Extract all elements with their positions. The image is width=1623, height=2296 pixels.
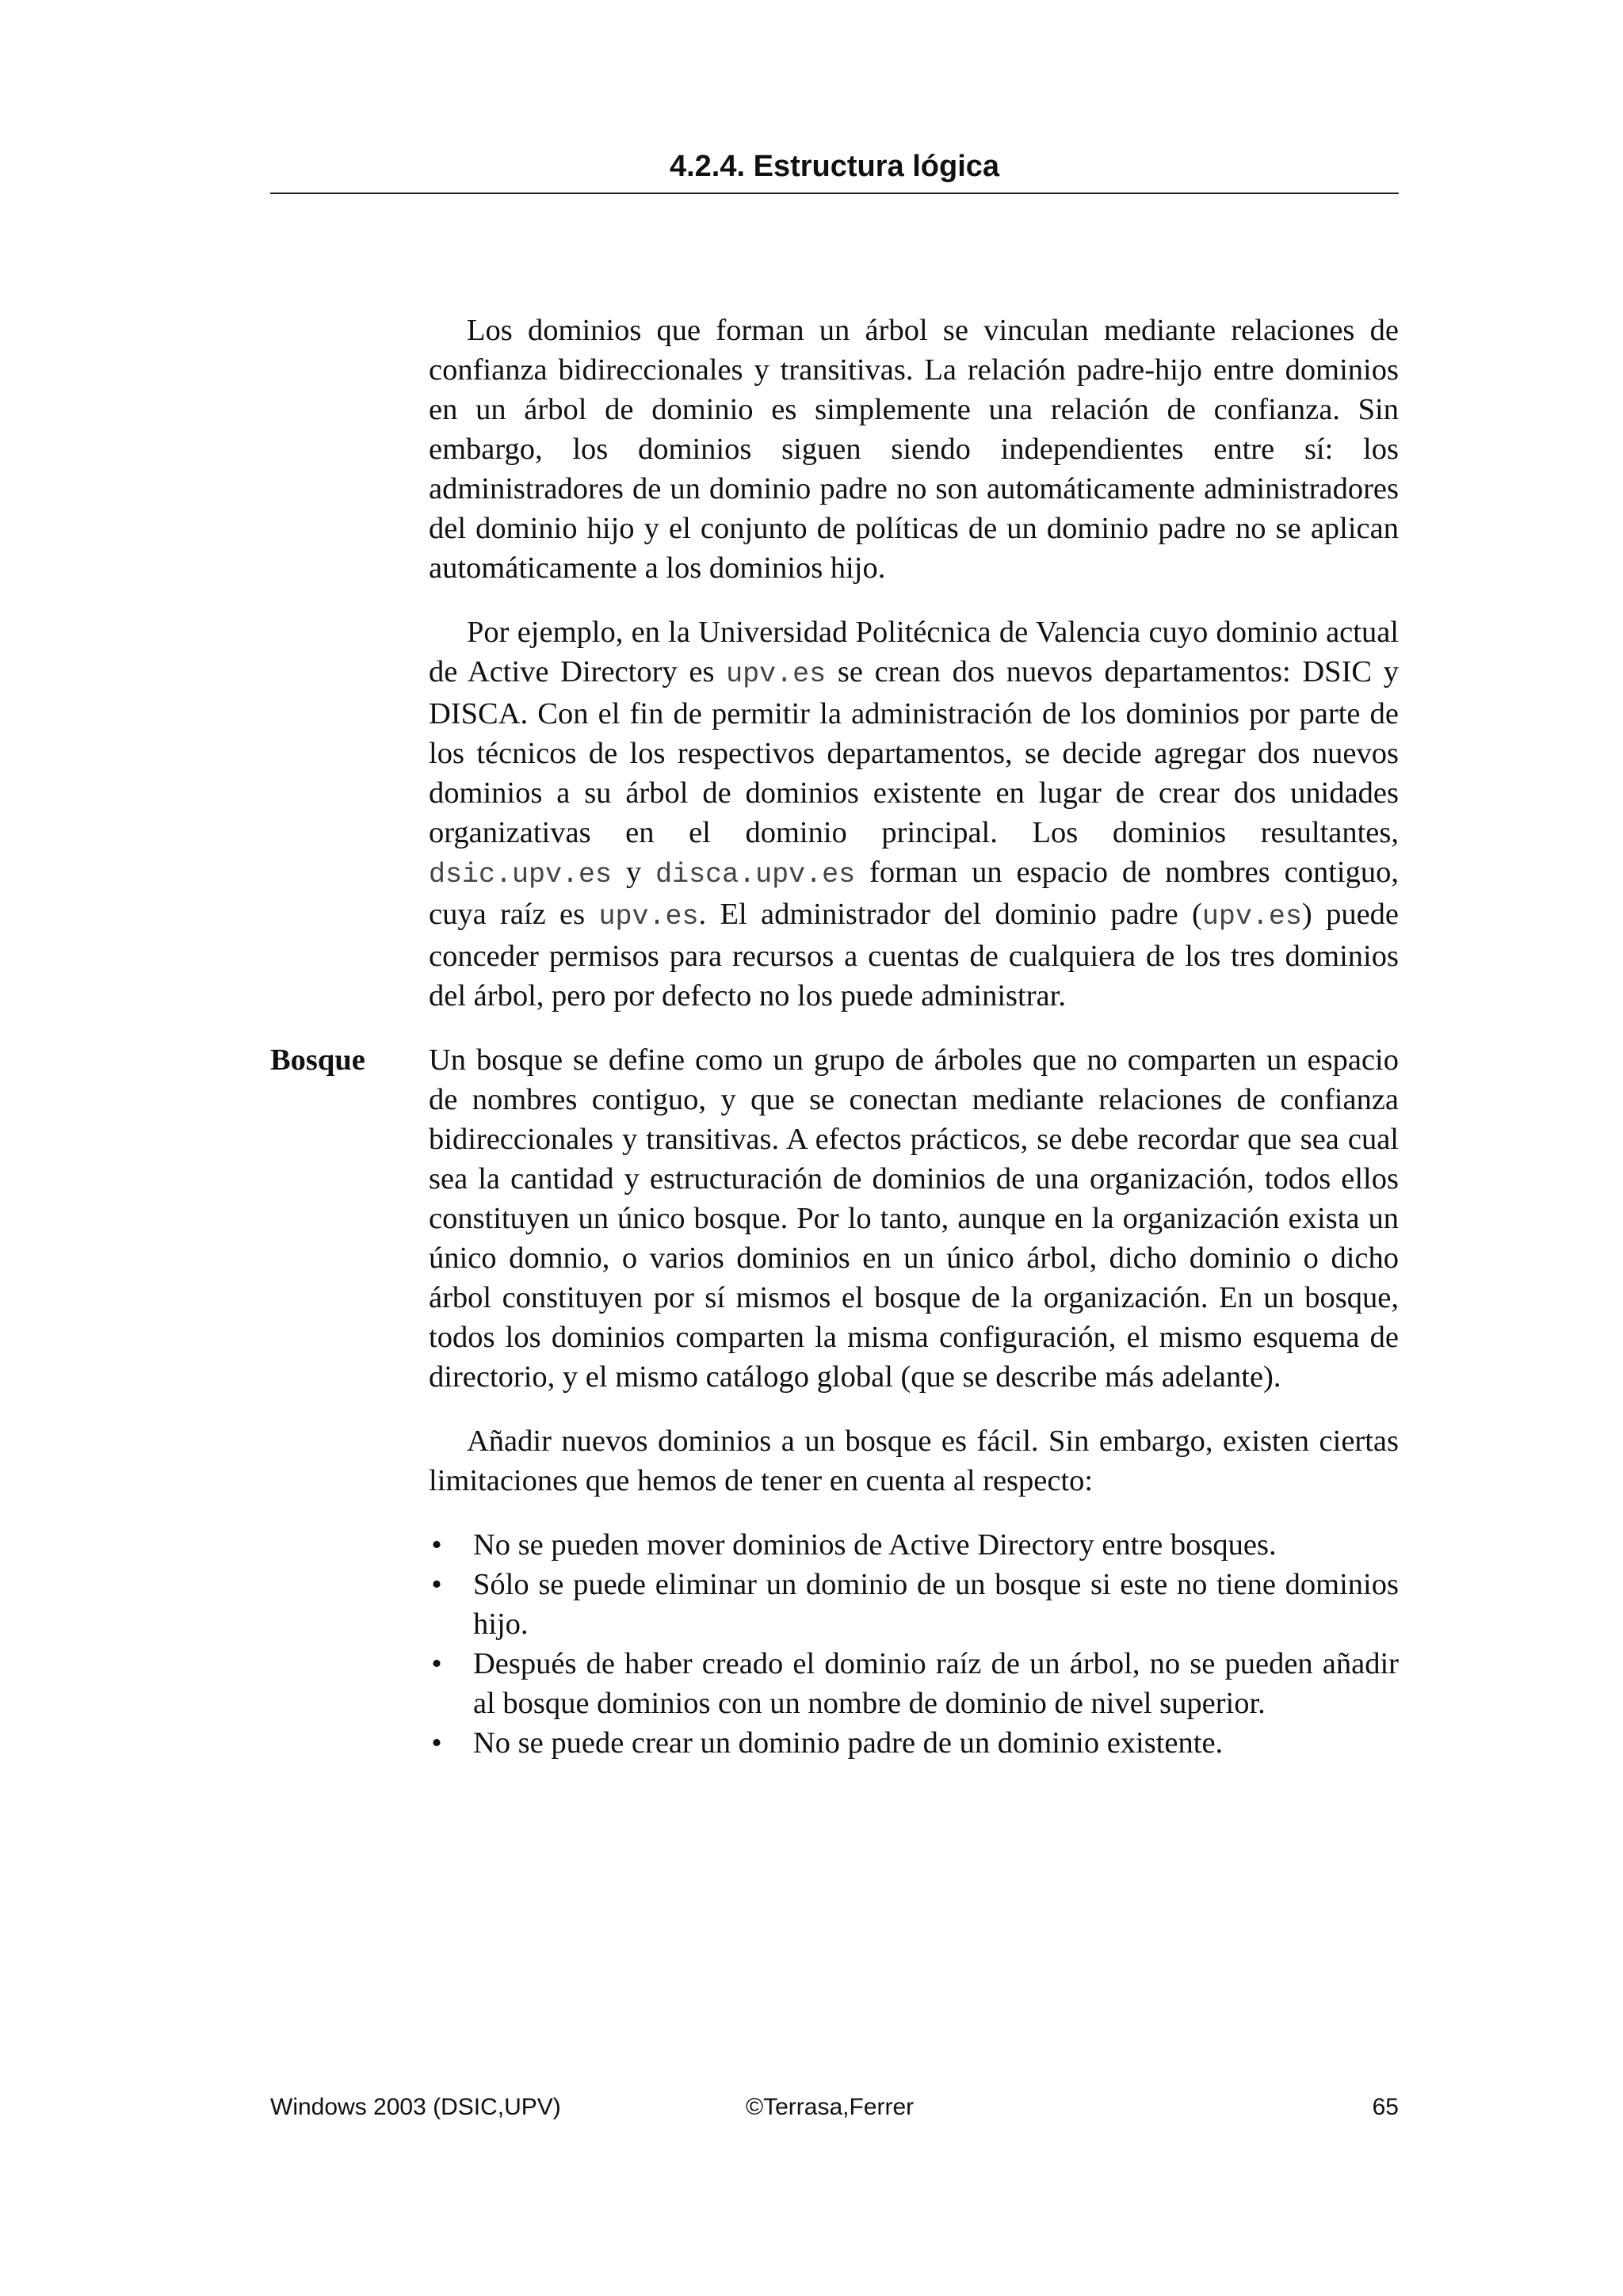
text-run: forman un espacio de nombres contiguo, cuya raíz es (429, 856, 1399, 931)
section-bosque (270, 1040, 1399, 1397)
list-item (429, 1644, 1399, 1723)
list-item (429, 1565, 1399, 1644)
list-item-text: No se pueden mover dominios de Active Directory entre bosques. (473, 1528, 1277, 1562)
bullet-icon: • (431, 1726, 442, 1760)
list-item-text: No se puede crear un dominio padre de un dominio existente. (473, 1726, 1224, 1760)
bullet-icon: • (431, 1568, 442, 1601)
footer-left-text: Windows 2003 (DSIC,UPV) (270, 2094, 561, 2120)
section-label-bosque: Bosque (270, 1043, 365, 1077)
bullet-icon: • (431, 1528, 442, 1562)
text-run: ) puede conceder permisos para recursos a cuentas de cualquiera de los tres dominios del árbol, pero por defecto no los puede administrar. (429, 898, 1399, 1013)
text-run: y (612, 856, 656, 889)
code-domain-upv-root: upv.es (598, 901, 699, 933)
page-number: 65 (1372, 2094, 1399, 2120)
code-domain-dsic: dsic.upv.es (429, 859, 613, 891)
paragraph-trust-relations: Los dominios que forman un árbol se vinculan mediante relaciones de confianza bidireccionales y transitivas. La relación padre-hijo entre dominios en un árbol de dominio es simplemente una relación de confianza. Sin embargo, los dominios siguen siendo independientes entre sí: los administradores de un dominio padre no son automáticamente administradores del dominio hijo y el conjunto de políticas de un dominio padre no se aplican automáticamente a los dominios hijo. (429, 314, 1399, 585)
code-domain-disca: disca.upv.es (655, 859, 856, 891)
list-item-text: Sólo se puede eliminar un dominio de un bosque si este no tiene dominios hijo. (473, 1568, 1399, 1641)
bullet-icon: • (431, 1647, 442, 1680)
list-item-text: Después de haber creado el dominio raíz de un árbol, no se pueden añadir al bosque dominios con un nombre de dominio de nivel superior. (473, 1647, 1399, 1720)
code-domain-upv: upv.es (726, 658, 827, 690)
header-rule (270, 193, 1399, 194)
list-item (429, 1525, 1399, 1565)
page-header-title: 4.2.4. Estructura lógica (669, 150, 1000, 183)
text-run: se crean dos nuevos departamentos: DSIC y DISCA. Con el fin de permitir la administración de los dominios por parte de los técnicos de los respectivos departamentos, se decide agregar dos nuevos dominios a su árbol de dominios existente en lugar de crear dos unidades organizativas en el dominio principal. Los dominios resultantes, (429, 655, 1399, 849)
page-content (270, 311, 1399, 1763)
paragraph-adding-domains: Añadir nuevos dominios a un bosque es fácil. Sin embargo, existen ciertas limitaciones que hemos de tener en cuenta al respecto: (429, 1425, 1399, 1497)
limitations-list (429, 1525, 1399, 1763)
paragraph-upv-example (429, 612, 1399, 1016)
footer-copyright: ©Terrasa,Ferrer (746, 2094, 915, 2120)
paragraph-forest-definition: Un bosque se define como un grupo de árboles que no comparten un espacio de nombres contiguo, y que se conectan mediante relaciones de confianza bidireccionales y transitivas. A efectos prácticos, se debe recordar que sea cual sea la cantidad y estructuración de dominios de una organización, todos ellos constituyen un único bosque. Por lo tanto, aunque en la organización exista un único domnio, o varios dominios en un único árbol, dicho dominio o dicho árbol constituyen por sí mismos el bosque de la organización. En un bosque, todos los dominios comparten la misma configuración, el mismo esquema de directorio, y el mismo catálogo global (que se describe más adelante). (429, 1043, 1399, 1394)
list-item (429, 1723, 1399, 1763)
text-run: Por ejemplo, en la Universidad Politécnica de Valencia cuyo dominio actual de Active Directory es (429, 616, 1399, 688)
code-domain-upv-parent: upv.es (1201, 901, 1302, 933)
text-run: . El administrador del dominio padre ( (698, 898, 1202, 931)
